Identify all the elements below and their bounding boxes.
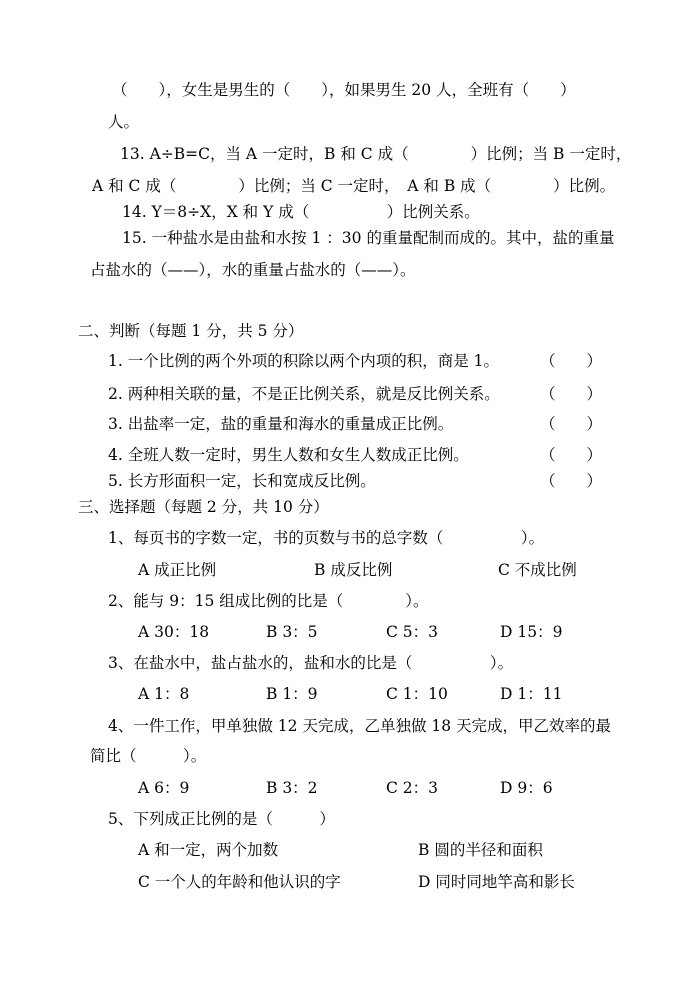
choice-2-option-c[interactable]: C 5：3	[386, 623, 439, 641]
choice-3-option-b[interactable]: B 1：9	[266, 685, 318, 703]
choice-1-option-b[interactable]: B 成反比例	[314, 561, 393, 579]
fill-line-a: （ ），女生是男生的（ ），如果男生 20 人，全班有（ ）	[112, 81, 576, 99]
choice-3-option-d[interactable]: D 1：11	[500, 685, 563, 703]
judge-item-2-answer[interactable]: （ ）	[540, 385, 603, 403]
judge-heading: 二、判断（每题 1 分，共 5 分）	[78, 322, 304, 340]
judge-item-3-answer[interactable]: （ ）	[540, 415, 603, 433]
judge-item-5-answer[interactable]: （ ）	[540, 472, 603, 490]
choice-4-option-a[interactable]: A 6：9	[138, 779, 190, 797]
choice-1-option-c[interactable]: C 不成比例	[498, 561, 577, 579]
choice-4-option-d[interactable]: D 9：6	[500, 779, 553, 797]
choice-3-option-c[interactable]: C 1：10	[386, 685, 448, 703]
judge-item-3: 3. 出盐率一定，盐的重量和海水的重量成正比例。	[108, 415, 454, 433]
question-15-line-1: 15. 一种盐水是由盐和水按 1 ：30 的重量配制而成的。其中，盐的重量	[122, 229, 615, 247]
choice-2-option-a[interactable]: A 30：18	[138, 623, 210, 641]
choice-4-option-b[interactable]: B 3：2	[266, 779, 318, 797]
question-15-line-2: 占盐水的（——），水的重量占盐水的（——）。	[90, 261, 416, 279]
question-13-line-1: 13. A÷B=C，当 A 一定时，B 和 C 成（ ）比例；当 B 一定时，	[120, 145, 632, 163]
question-13-line-2: A 和 C 成（ ）比例；当 C 一定时， A 和 B 成（ ）比例。	[92, 177, 616, 195]
choice-2-option-d[interactable]: D 15：9	[500, 623, 563, 641]
choice-4-option-c[interactable]: C 2：3	[386, 779, 439, 797]
judge-item-1: 1. 一个比例的两个外项的积除以两个内项的积，商是 1。	[108, 352, 500, 370]
question-14: 14. Y＝8÷X，X 和 Y 成（ ）比例关系。	[122, 203, 480, 221]
choice-question-1: 1、每页书的字数一定，书的页数与书的总字数（ ）。	[108, 529, 545, 547]
choice-question-4-line-1: 4、一件工作，甲单独做 12 天完成，乙单独做 18 天完成，甲乙效率的最	[108, 717, 612, 735]
choice-question-4-line-2: 简比（ ）。	[90, 747, 207, 765]
judge-item-1-answer[interactable]: （ ）	[540, 352, 603, 370]
choice-1-option-a[interactable]: A 成正比例	[138, 561, 217, 579]
judge-item-4-answer[interactable]: （ ）	[540, 446, 603, 464]
choice-5-option-b[interactable]: B 圆的半径和面积	[418, 841, 543, 859]
choice-5-option-d[interactable]: D 同时同地竿高和影长	[418, 873, 575, 891]
fill-line-b: 人。	[108, 113, 140, 131]
judge-item-5: 5. 长方形面积一定，长和宽成反比例。	[108, 472, 376, 490]
choice-3-option-a[interactable]: A 1：8	[138, 685, 190, 703]
choice-question-5: 5、下列成正比例的是（ ）	[108, 810, 335, 828]
choice-5-option-a[interactable]: A 和一定，两个加数	[138, 841, 279, 859]
choice-5-option-c[interactable]: C 一个人的年龄和他认识的字	[138, 873, 341, 891]
judge-item-4: 4. 全班人数一定时，男生人数和女生人数成正比例。	[108, 446, 469, 464]
choice-2-option-b[interactable]: B 3：5	[266, 623, 318, 641]
choice-heading: 三、选择题（每题 2 分，共 10 分）	[78, 498, 329, 516]
choice-question-2: 2、能与 9：15 组成比例的比是（ ）。	[108, 592, 429, 610]
judge-item-2: 2. 两种相关联的量，不是正比例关系，就是反比例关系。	[108, 385, 500, 403]
choice-question-3: 3、在盐水中，盐占盐水的，盐和水的比是（ ）。	[108, 654, 514, 672]
